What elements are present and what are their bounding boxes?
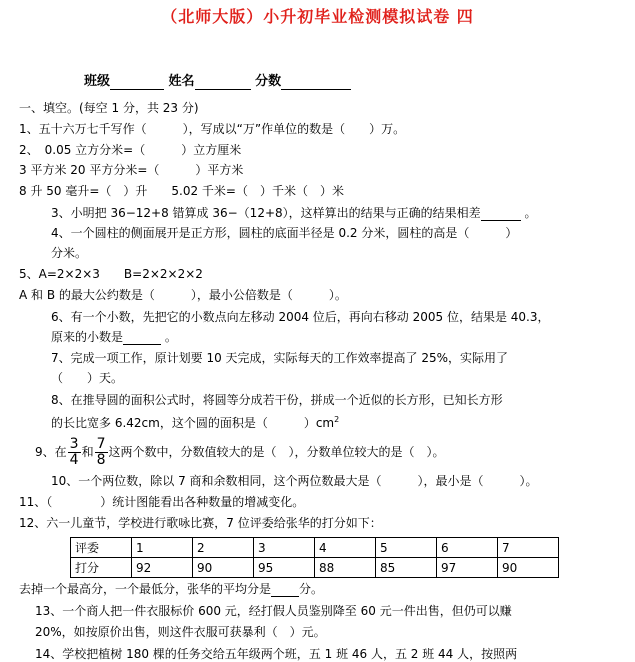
question-3-text: 3、小明把 36−12+8 错算成 36−（12+8），这样算出的结果与正确的结果相差 (51, 206, 481, 220)
question-4-cont: 分米。 (51, 246, 88, 260)
question-7: 7、完成一项工作，原计划要 10 天完成，实际每天的工作效率提高了 25%，实际用了 (51, 351, 509, 365)
question-12-cont (19, 581, 323, 597)
question-9 (35, 436, 445, 468)
table-cell: 4 (315, 538, 376, 558)
question-9-and: 和 (81, 445, 94, 459)
question-4: 4、一个圆柱的侧面展开是正方形，圆柱的底面半径是 0.2 分米，圆柱的高是（ ） (51, 226, 518, 240)
student-info (84, 74, 351, 90)
question-12: 12、六一儿童节，学校进行歌咏比赛，7 位评委给张华的打分如下： (19, 516, 382, 530)
table-cell: 95 (254, 558, 315, 578)
fraction-3-4 (68, 437, 81, 468)
question-5: 5、A=2×2×3 B=2×2×2×2 (19, 267, 203, 281)
question-12-text: 去掉一个最高分，一个最低分，张华的平均分是 (19, 582, 272, 596)
table-cell: 92 (132, 558, 193, 578)
table-cell: 90 (498, 558, 559, 578)
table-cell: 88 (315, 558, 376, 578)
table-cell: 1 (132, 538, 193, 558)
fraction-numerator: 3 (69, 436, 79, 452)
question-13-cont: 20%，如按原价出售，则这件衣服可获暴利（ ）元。 (35, 625, 326, 639)
question-8-cont (51, 412, 339, 431)
question-7-cont: （ ）天。 (51, 371, 124, 385)
fraction-denominator: 8 (96, 452, 106, 468)
fraction-7-8 (95, 437, 108, 468)
question-6: 6、有一个小数，先把它的小数点向左移动 2004 位后，再向右移动 2005 位，结果是 40.3， (51, 310, 550, 324)
table-cell: 2 (193, 538, 254, 558)
class-blank[interactable] (110, 75, 164, 90)
question-5-cont: A 和 B 的最大公约数是（ ），最小公倍数是（ ）。 (19, 288, 347, 302)
question-9-prefix: 9、在 (35, 445, 67, 459)
question-14: 14、学校把植树 180 棵的任务交给五年级两个班，五 1 班 46 人，五 2 班 44 人，按照两 (35, 647, 518, 661)
class-label: 班级 (84, 74, 111, 89)
question-2: 2、 0.05 立方分米=（ ）立方厘米 (19, 143, 242, 157)
table-cell: 90 (193, 558, 254, 578)
question-6-text: 原来的小数是 (51, 330, 124, 344)
question-3: 3、小明把 36−12+8 错算成 36−（12+8），这样算出的结果与正确的结果相差 。 (51, 206, 537, 220)
question-6-blank[interactable] (123, 330, 161, 345)
question-8: 8、在推导圆的面积公式时，将圆等分成若干份，拼成一个近似的长方形，已知长方形 (51, 393, 503, 407)
question-12-blank[interactable] (271, 582, 299, 597)
question-12-suffix: 分。 (299, 582, 324, 596)
page-title: （北师大版）小升初毕业检测模拟试卷 四 (161, 7, 474, 26)
table-row (71, 538, 559, 558)
squared-superscript: 2 (334, 415, 340, 424)
question-8-text: 的长比宽多 6.42cm，这个圆的面积是（ ）cm (51, 416, 335, 430)
question-10: 10、一个两位数，除以 7 商和余数相同，这个两位数最大是（ ），最小是（ ）。 (51, 474, 538, 488)
table-cell: 7 (498, 538, 559, 558)
question-11: 11、（ ）统计图能看出各种数量的增减变化。 (19, 495, 305, 509)
table-cell: 85 (376, 558, 437, 578)
score-blank[interactable] (281, 75, 351, 90)
table-cell: 3 (254, 538, 315, 558)
table-cell: 5 (376, 538, 437, 558)
fraction-denominator: 4 (69, 452, 79, 468)
judges-score-table (70, 537, 559, 578)
name-label: 姓名 (168, 74, 195, 89)
table-row (71, 558, 559, 578)
question-2-part-b: 3 平方米 20 平方分米=（ ）平方米 (19, 163, 244, 177)
question-9-text: 这两个数中，分数值较大的是（ ），分数单位较大的是（ ）。 (108, 445, 445, 459)
table-cell: 打分 (71, 558, 132, 578)
fraction-numerator: 7 (96, 436, 106, 452)
table-cell: 97 (437, 558, 498, 578)
question-3-blank[interactable] (481, 206, 521, 221)
table-cell: 6 (437, 538, 498, 558)
question-1: 1、五十六万七千写作（ ），写成以“万”作单位的数是（ ）万。 (19, 122, 406, 136)
score-label: 分数 (255, 74, 282, 89)
name-blank[interactable] (195, 75, 251, 90)
question-2-part-c: 8 升 50 毫升=（ ）升 5.02 千米=（ ）千米（ ）米 (19, 184, 344, 198)
table-cell: 评委 (71, 538, 132, 558)
section-fill-blank: 一、填空。(每空 1 分，共 23 分) (19, 101, 199, 115)
question-6-cont: 原来的小数是 。 (51, 330, 177, 344)
question-13: 13、一个商人把一件衣服标价 600 元，经打假人员鉴别降至 60 元一件出售，但仍可以赚 (35, 604, 512, 618)
